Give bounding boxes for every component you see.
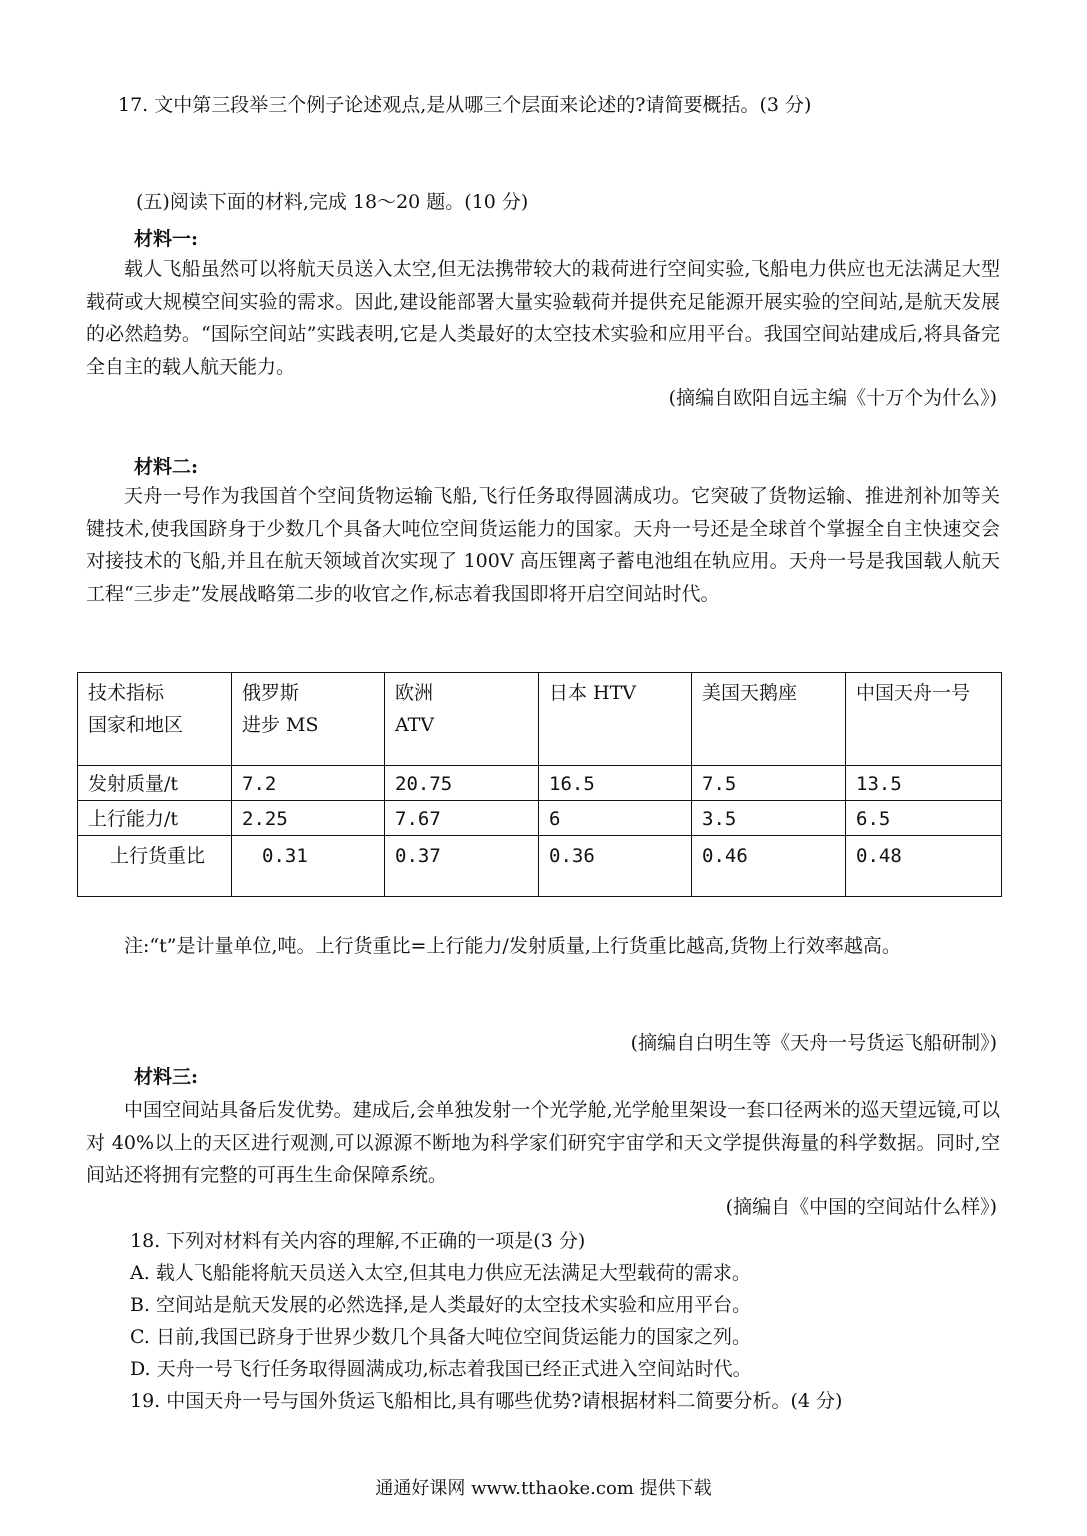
table-row: [78, 836, 1002, 897]
material-1-body: 载人飞船虽然可以将航天员送入太空,但无法携带较大的栽荷进行空间实验,飞船电力供应也无法满足大型载荷或大规模空间实验的需求。因此,建设能部署大量实验载荷并提供充足能源开展实验的空间站,是航天发展的必然趋势。“国际空间站”实践表明,它是人类最好的太空技术实验和应用平台。我国空间站建成后,将具备完全自主的载人航天能力。: [86, 258, 1000, 378]
table-cell: 6: [539, 801, 692, 836]
material-1-title: 材料一:: [134, 228, 199, 250]
question-18-stem: 18. 下列对材料有关内容的理解,不正确的一项是(3 分): [130, 1230, 586, 1252]
table-cell: 7.5: [692, 766, 846, 801]
column-header: [846, 673, 1002, 766]
column-header-line1: 欧洲: [395, 682, 434, 704]
material-2-title: 材料二:: [134, 456, 199, 478]
spec-table: [77, 672, 1002, 897]
question-18-option-a: A. 载人飞船能将航天员送入太空,但其电力供应无法满足大型载荷的需求。: [130, 1262, 751, 1284]
table-cell: 3.5: [692, 801, 846, 836]
table-cell: 0.48: [846, 836, 1002, 897]
table-row: [78, 801, 1002, 836]
row-label: 上行能力/t: [78, 801, 232, 836]
table-cell: 16.5: [539, 766, 692, 801]
column-header: [539, 673, 692, 766]
question-17: 17. 文中第三段举三个例子论述观点,是从哪三个层面来论述的?请简要概括。(3 分): [118, 94, 812, 116]
material-3-source: (摘编自《中国的空间站什么样》): [725, 1196, 997, 1218]
material-3-title: 材料三:: [134, 1066, 199, 1088]
table-cell: 7.67: [385, 801, 539, 836]
column-header-line1: 中国天舟一号: [856, 682, 971, 704]
column-header: [232, 673, 385, 766]
material-2-body: 天舟一号作为我国首个空间货物运输飞船,飞行任务取得圆满成功。它突破了货物运输、推进剂补加等关键技术,使我国跻身于少数几个具备大吨位空间货运能力的国家。天舟一号还是全球首个掌握全自主快速交会对接技术的飞船,并且在航天领域首次实现了 100V 高压锂离子蓄电池组在轨应用。天舟一号是我国载人航天工程“三步走”发展战略第二步的收官之作,标志着我国即将开启空间站时代。: [86, 485, 1000, 605]
table-row: [78, 766, 1002, 801]
corner-top-label: 技术指标: [88, 682, 165, 704]
page-footer: 通通好课网 www.tthaoke.com 提供下载: [375, 1478, 712, 1499]
column-header-line2: 进步 MS: [242, 714, 319, 736]
corner-bottom-label: 国家和地区: [88, 714, 184, 736]
table-header-row: [78, 673, 1002, 766]
question-18-option-b: B. 空间站是航天发展的必然选择,是人类最好的太空技术实验和应用平台。: [130, 1294, 752, 1316]
column-header-line1: 美国天鹅座: [702, 682, 798, 704]
table-cell: 2.25: [232, 801, 385, 836]
question-18-option-c: C. 日前,我国已跻身于世界少数几个具备大吨位空间货运能力的国家之列。: [130, 1326, 751, 1348]
material-3-body: 中国空间站具备后发优势。建成后,会单独发射一个光学舱,光学舱里架设一套口径两米的巡天望远镜,可以对 40%以上的天区进行观测,可以源源不断地为科学家们研究宇宙学和天文学提供海量的科学数据。同时,空间站还将拥有完整的可再生生命保障系统。: [86, 1099, 1000, 1186]
table-cell: 0.31: [232, 836, 385, 897]
row-label: 发射质量/t: [78, 766, 232, 801]
column-header-line2: ATV: [395, 714, 435, 736]
table-cell: 20.75: [385, 766, 539, 801]
table-cell: 0.36: [539, 836, 692, 897]
table-cell: 13.5: [846, 766, 1002, 801]
table-cell: 7.2: [232, 766, 385, 801]
material-2-source: (摘编自白明生等《天舟一号货运飞船研制》): [630, 1032, 997, 1054]
column-header-line1: 俄罗斯: [242, 682, 300, 704]
column-header: [385, 673, 539, 766]
table-cell: 0.37: [385, 836, 539, 897]
table-note: 注:“t”是计量单位,吨。上行货重比=上行能力/发射质量,上行货重比越高,货物上行效率越高。: [124, 935, 901, 957]
column-header: [692, 673, 846, 766]
column-header-line1: 日本 HTV: [549, 682, 637, 704]
question-19: 19. 中国天舟一号与国外货运飞船相比,具有哪些优势?请根据材料二简要分析。(4 分): [130, 1390, 843, 1412]
table-cell: 0.46: [692, 836, 846, 897]
row-label: 上行货重比: [78, 836, 232, 897]
material-1-source: (摘编自欧阳自远主编《十万个为什么》): [668, 387, 997, 409]
table-cell: 6.5: [846, 801, 1002, 836]
question-18-option-d: D. 天舟一号飞行任务取得圆满成功,标志着我国已经正式进入空间站时代。: [130, 1358, 752, 1380]
table-corner-cell: [78, 673, 232, 766]
section-heading: (五)阅读下面的材料,完成 18～20 题。(10 分): [136, 191, 529, 213]
